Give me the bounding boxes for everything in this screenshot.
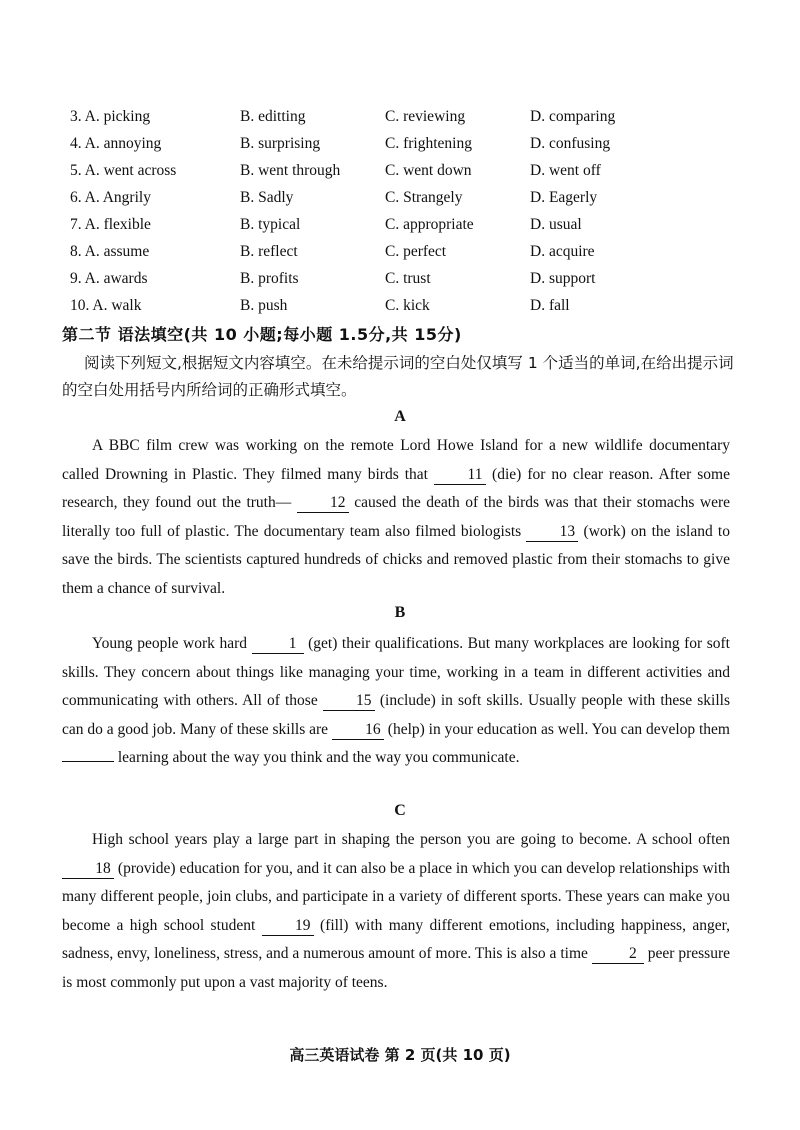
passage-text: caused the death of the birds was that their stomachs were literally too full of plastic. The documentary team also filmed biologists	[62, 494, 730, 540]
answer-blank[interactable]: 12	[297, 494, 349, 513]
passage-c-label: C	[394, 802, 406, 819]
option-b: B. editting	[240, 107, 306, 125]
passage-a-label: A	[394, 408, 406, 425]
option-d: D. support	[530, 269, 596, 287]
option-d: D. went off	[530, 161, 601, 179]
option-b: B. profits	[240, 269, 299, 287]
option-row	[70, 265, 730, 292]
passage-a	[62, 432, 730, 603]
passage-text: (include) in soft skills. Usually people with these skills can do a good job. Many of these skills are	[62, 692, 730, 738]
answer-blank[interactable]: 2	[592, 945, 644, 964]
option-c: C. kick	[385, 296, 430, 314]
option-c: C. went down	[385, 161, 472, 179]
passage-text: learning about the way you think and the way you communicate.	[114, 749, 520, 766]
option-row	[70, 292, 730, 319]
option-a: 8. A. assume	[70, 242, 150, 260]
passage-text: High school years play a large part in shaping the person you are going to become. A school often	[92, 831, 730, 848]
passage-c	[62, 826, 730, 997]
passage-text: (get) their qualifications. But many workplaces are looking for soft skills. They concern about things like managing your time, working in a team in different activities and communicating with others. All of those	[62, 635, 730, 709]
option-d: D. comparing	[530, 107, 616, 125]
option-a: 10. A. walk	[70, 296, 142, 314]
answer-blank[interactable]: 13	[526, 523, 578, 542]
option-row	[70, 103, 730, 130]
option-b: B. went through	[240, 161, 341, 179]
option-c: C. frightening	[385, 134, 472, 152]
answer-blank[interactable]: 15	[323, 692, 375, 711]
passage-b	[62, 630, 730, 773]
option-b: B. surprising	[240, 134, 321, 152]
passage-text: peer pressure is most commonly put upon a vast majority of teens.	[62, 945, 730, 991]
page-footer: 高三英语试卷 第 2 页(共 10 页)	[289, 1046, 511, 1064]
passage-text: Young people work hard	[92, 635, 252, 652]
option-c: C. appropriate	[385, 215, 474, 233]
option-b: B. typical	[240, 215, 301, 233]
passage-text: (die) for no clear reason. After some research, they found out the truth—	[62, 465, 730, 511]
option-a: 4. A. annoying	[70, 134, 162, 152]
answer-blank[interactable]: 19	[262, 917, 314, 936]
option-row	[70, 184, 730, 211]
answer-blank[interactable]: 1	[252, 635, 304, 654]
option-b: B. Sadly	[240, 188, 294, 206]
option-d: D. confusing	[530, 134, 611, 152]
passage-b-label: B	[394, 604, 406, 621]
option-d: D. usual	[530, 215, 582, 233]
option-a: 9. A. awards	[70, 269, 148, 287]
option-row	[70, 238, 730, 265]
option-c: C. Strangely	[385, 188, 463, 206]
option-b: B. push	[240, 296, 288, 314]
passage-text: (provide) education for you, and it can also be a place in which you can develop relationships with many different people, join clubs, and participate in a variety of different sports. These years can make you become a high school student	[62, 859, 730, 934]
section-instruction: 阅读下列短文,根据短文内容填空。在未给提示词的空白处仅填写 1 个适当的单词,在给出提示词的空白处用括号内所给词的正确形式填空。	[62, 354, 734, 399]
option-c: C. reviewing	[385, 107, 466, 125]
answer-blank[interactable]: 11	[434, 466, 486, 485]
option-a: 6. A. Angrily	[70, 188, 151, 206]
option-a: 3. A. picking	[70, 107, 151, 125]
option-c: C. trust	[385, 269, 431, 287]
answer-blank[interactable]	[62, 761, 114, 762]
answer-blank[interactable]: 18	[62, 860, 114, 879]
answer-blank[interactable]: 16	[332, 721, 384, 740]
choice-options	[70, 103, 730, 319]
passage-text: (fill) with many different emotions, including happiness, anger, sadness, envy, loneliness, stress, and a numerous amount of more. This is also a time	[62, 916, 730, 962]
passage-text: (work) on the island to save the birds. The scientists captured hundreds of chicks and removed plastic from their stomachs to give them a chance of survival.	[62, 522, 730, 597]
section-heading: 第二节 语法填空(共 10 小题;每小题 1.5分,共 15分)	[62, 325, 462, 344]
option-row	[70, 157, 730, 184]
option-row	[70, 211, 730, 238]
option-a: 7. A. flexible	[70, 215, 151, 233]
option-row	[70, 130, 730, 157]
option-d: D. acquire	[530, 242, 595, 260]
passage-text: (help) in your education as well. You can develop them	[383, 720, 730, 738]
option-c: C. perfect	[385, 242, 447, 260]
option-d: D. Eagerly	[530, 188, 598, 206]
option-a: 5. A. went across	[70, 161, 177, 179]
passage-text: A BBC film crew was working on the remote Lord Howe Island for a new wildlife documentary called Drowning in Plastic. They filmed many birds that	[62, 437, 730, 483]
option-d: D. fall	[530, 296, 570, 314]
option-b: B. reflect	[240, 242, 298, 260]
